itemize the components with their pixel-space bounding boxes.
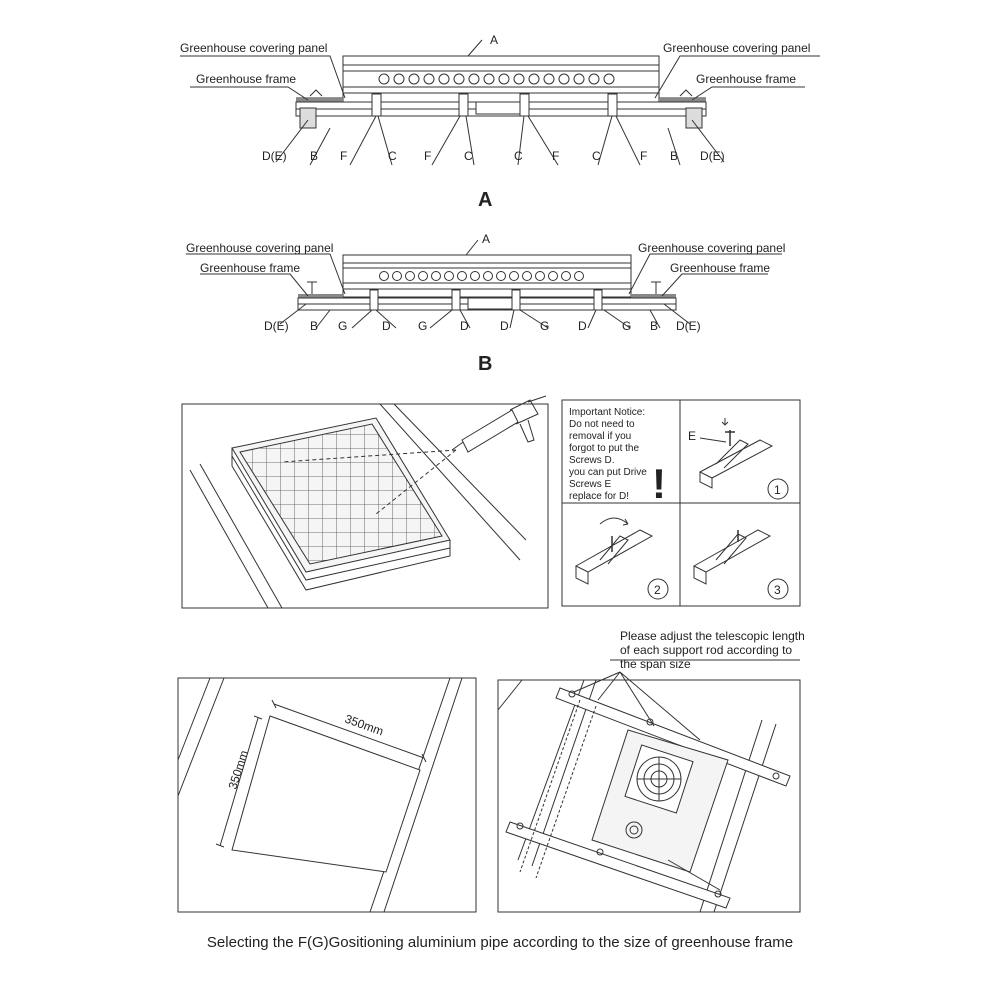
part-label: D: [578, 319, 587, 333]
label-covering-panel-left-b: Greenhouse covering panel: [186, 241, 334, 255]
part-label: F: [552, 149, 560, 163]
part-label: F: [640, 149, 648, 163]
label-covering-panel-left-a: Greenhouse covering panel: [180, 41, 328, 55]
notice-line: you can put Drive: [569, 467, 647, 478]
support-note: [620, 629, 805, 671]
bottom-caption: Selecting the F(G)Gositioning aluminium pipe according to the size of greenhouse frame: [206, 934, 794, 951]
part-label: B: [310, 149, 319, 163]
support-note-line: Please adjust the telescopic length: [620, 629, 805, 643]
screw-e-label: E: [688, 429, 697, 443]
part-label: D(E): [700, 149, 725, 163]
label-covering-panel-right-b: Greenhouse covering panel: [638, 241, 786, 255]
support-rod-panel: [498, 660, 800, 912]
part-label: B: [650, 319, 659, 333]
label-a-top-a: A: [490, 33, 499, 47]
part-label: D: [500, 319, 509, 333]
notice-line: Screws D.: [569, 455, 615, 466]
part-label: D: [382, 319, 391, 333]
notice-line: Important Notice:: [569, 407, 646, 418]
cutout-height-label: 350mm: [225, 748, 252, 791]
part-label: D(E): [264, 319, 289, 333]
part-label: G: [418, 319, 428, 333]
notice-line: Do not need to: [569, 419, 635, 430]
skylight-grid: [232, 418, 450, 590]
notice-line: forgot to put the: [569, 443, 640, 454]
sealant-panel: [182, 396, 548, 608]
cutout-panel: [178, 678, 476, 912]
part-label: D(E): [262, 149, 287, 163]
part-label: G: [540, 319, 550, 333]
label-covering-panel-right-a: Greenhouse covering panel: [663, 41, 811, 55]
diagram-a: [180, 40, 820, 165]
part-label: G: [338, 319, 348, 333]
screw-e-leader: [700, 438, 726, 442]
exclamation-icon: !: [652, 460, 666, 507]
label-frame-left-b: Greenhouse frame: [200, 261, 301, 275]
part-label: C: [388, 149, 397, 163]
part-label: F: [424, 149, 432, 163]
part-label: C: [464, 149, 473, 163]
step-number: 3: [774, 583, 781, 597]
part-label: B: [310, 319, 319, 333]
step-number: 1: [774, 483, 781, 497]
part-label: C: [592, 149, 601, 163]
cutout-width-label: 350mm: [342, 711, 386, 739]
step-number: 2: [654, 583, 661, 597]
notice-line: replace for D!: [569, 491, 630, 502]
part-label: C: [514, 149, 523, 163]
support-note-line: the span size: [620, 657, 691, 671]
label-frame-right-b: Greenhouse frame: [670, 261, 771, 275]
part-label: D(E): [676, 319, 701, 333]
part-label: B: [670, 149, 679, 163]
diagram-b-title: B: [478, 353, 493, 375]
notice-text: [569, 407, 666, 507]
label-frame-left-a: Greenhouse frame: [196, 72, 297, 86]
part-label: D: [460, 319, 469, 333]
label-frame-right-a: Greenhouse frame: [696, 72, 797, 86]
notice-line: Screws E: [569, 479, 612, 490]
diagram-a-title: A: [478, 189, 493, 211]
support-note-line: of each support rod according to: [620, 643, 793, 657]
notice-line: removal if you: [569, 431, 632, 442]
part-label: F: [340, 149, 348, 163]
label-b-top-a: A: [482, 232, 491, 246]
part-label: G: [622, 319, 632, 333]
